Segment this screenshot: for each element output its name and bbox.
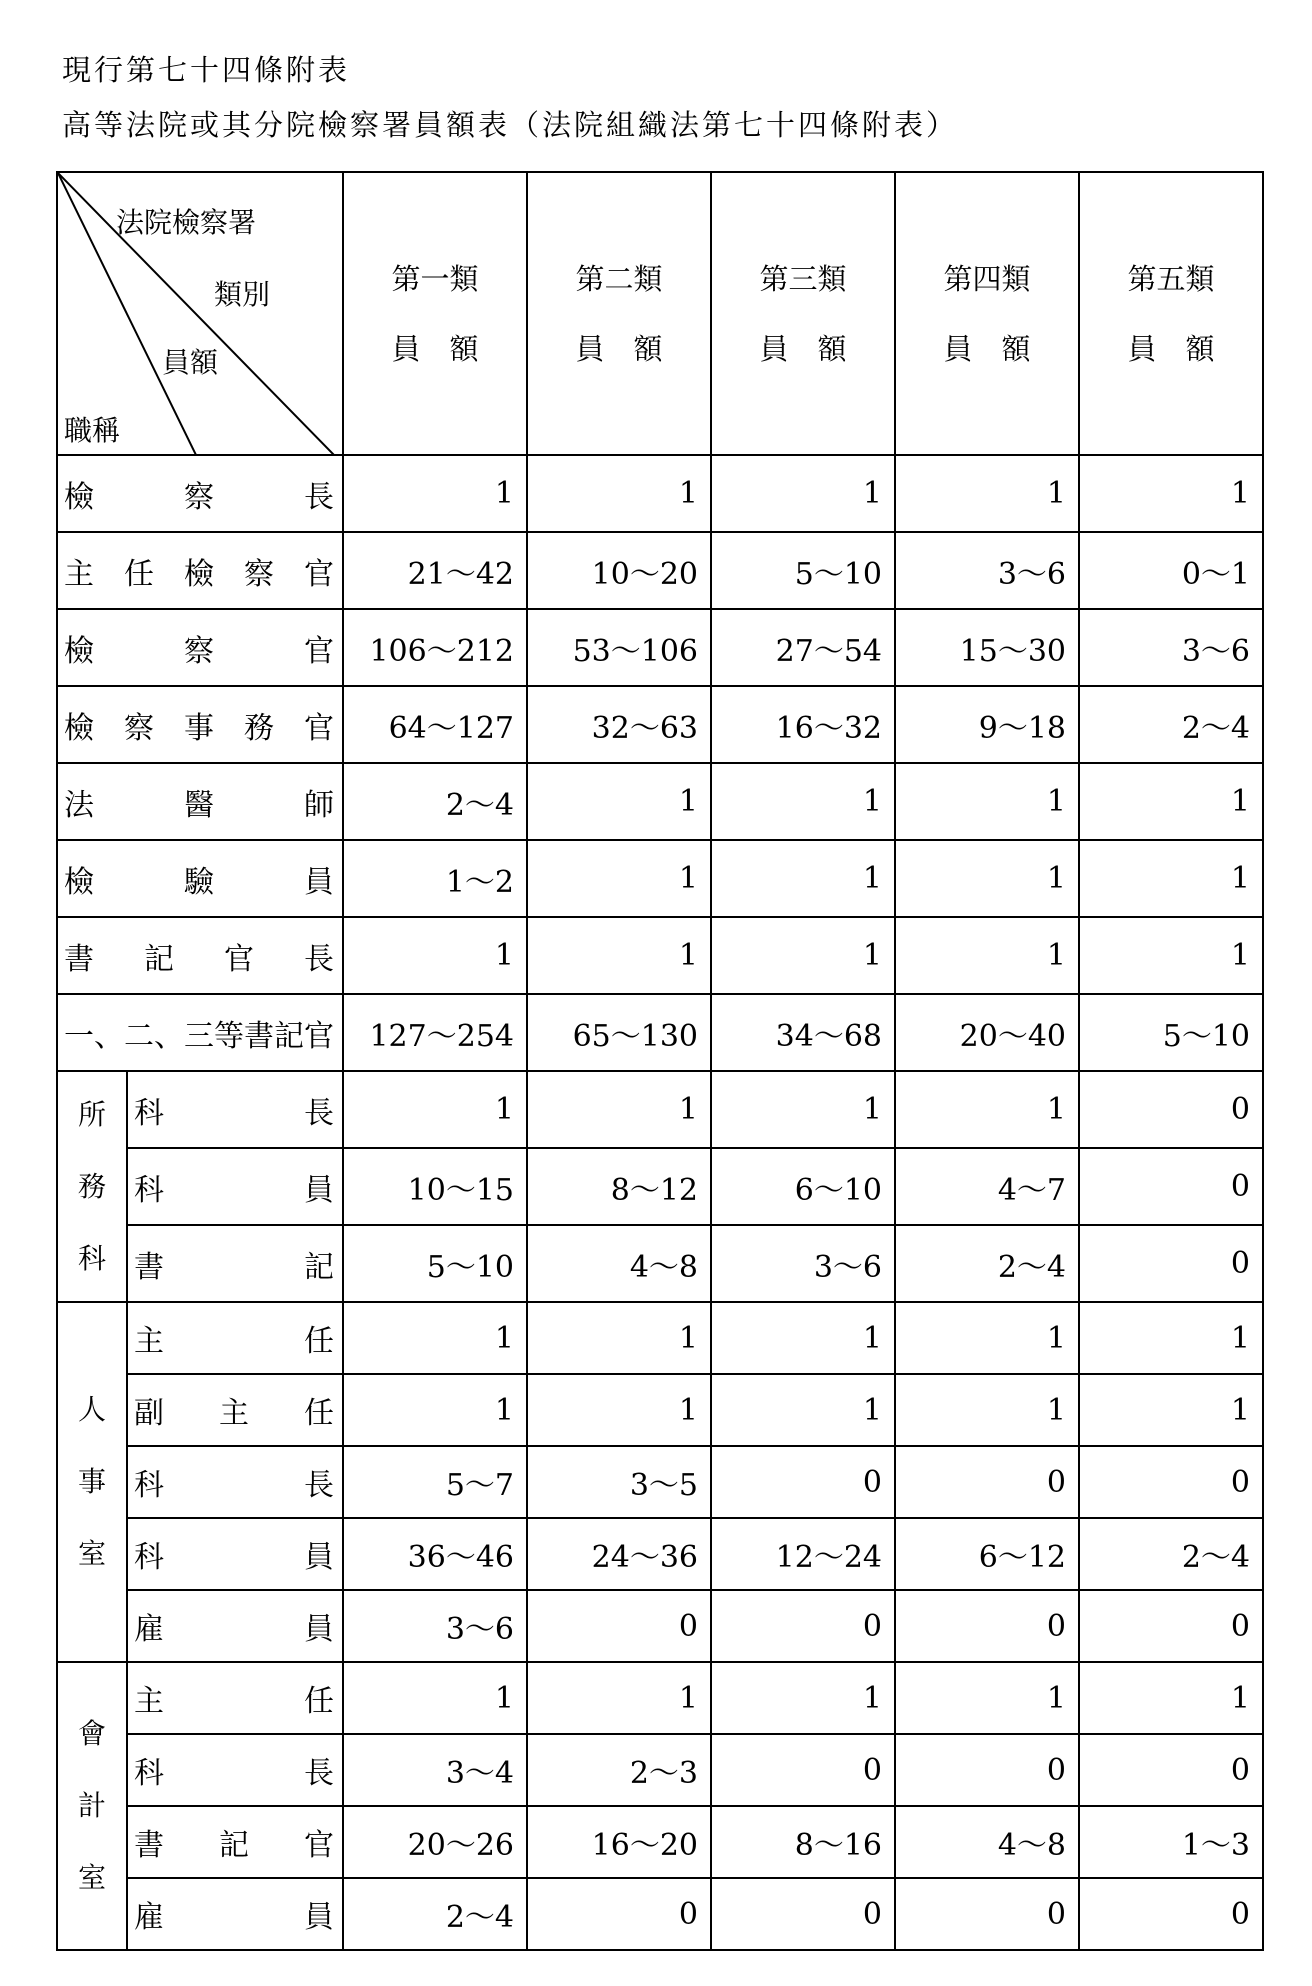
- group-label: 人 事 室: [77, 1393, 106, 1570]
- quota-value-cell: 5～10: [1079, 994, 1263, 1071]
- quota-value-cell: 1: [527, 1662, 711, 1734]
- quota-value-cell: 2～4: [895, 1225, 1079, 1302]
- row-label-text: 科 長: [133, 1756, 334, 1791]
- quota-value-cell: 127～254: [343, 994, 527, 1071]
- quota-value-cell: 1: [895, 763, 1079, 840]
- quota-value-cell: 0: [1079, 1878, 1263, 1950]
- row-label-text: 檢 察 長: [64, 479, 334, 515]
- row-label: [57, 455, 343, 532]
- quota-value-cell: 5～10: [343, 1225, 527, 1302]
- quota-value-cell: 0: [895, 1590, 1079, 1662]
- column-header-1: 第一類 員 額: [343, 172, 527, 455]
- quota-value-cell: 0: [1079, 1225, 1263, 1302]
- quota-value-cell: 1: [343, 1302, 527, 1374]
- row-label: [127, 1518, 343, 1590]
- row-label: [57, 840, 343, 917]
- quota-value-cell: 65～130: [527, 994, 711, 1071]
- quota-value-cell: 1: [895, 1374, 1079, 1446]
- document-heading: 現行第七十四條附表: [62, 53, 351, 87]
- quota-value-cell: 24～36: [527, 1518, 711, 1590]
- quota-value-cell: 0: [895, 1734, 1079, 1806]
- table-row: [57, 1878, 1263, 1950]
- corner-label-quota: 員額: [162, 346, 219, 379]
- quota-value-cell: 0: [1079, 1590, 1263, 1662]
- quota-value-cell: 4～8: [527, 1225, 711, 1302]
- row-label-text: 科 長: [133, 1095, 334, 1131]
- table-row: [57, 609, 1263, 686]
- quota-value-cell: 1: [1079, 840, 1263, 917]
- quota-value-cell: 3～5: [527, 1446, 711, 1518]
- staff-quota-table: [56, 171, 1264, 1951]
- table-row: [57, 1302, 1263, 1374]
- table-row: [57, 917, 1263, 994]
- quota-value-cell: 0: [527, 1878, 711, 1950]
- row-label-text: 副 主 任: [133, 1396, 334, 1431]
- quota-value-cell: 1: [711, 1302, 895, 1374]
- quota-value-cell: 1～3: [1079, 1806, 1263, 1878]
- quota-value-cell: 1: [895, 917, 1079, 994]
- quota-value-cell: 0～1: [1079, 532, 1263, 609]
- quota-value-cell: 1: [1079, 455, 1263, 532]
- quota-value-cell: 0: [1079, 1148, 1263, 1225]
- quota-value-cell: 53～106: [527, 609, 711, 686]
- quota-value-cell: 0: [711, 1590, 895, 1662]
- quota-value-cell: 1: [343, 1071, 527, 1148]
- quota-value-cell: 1: [711, 1374, 895, 1446]
- table-row: [57, 455, 1263, 532]
- quota-value-cell: 3～6: [895, 532, 1079, 609]
- group-label-cell: [57, 1662, 127, 1950]
- quota-value-cell: 20～40: [895, 994, 1079, 1071]
- quota-value-cell: 36～46: [343, 1518, 527, 1590]
- quota-value-cell: 8～16: [711, 1806, 895, 1878]
- quota-value-cell: 1: [711, 763, 895, 840]
- quota-value-cell: 1: [1079, 1374, 1263, 1446]
- table-row: [57, 994, 1263, 1071]
- quota-value-cell: 2～3: [527, 1734, 711, 1806]
- quota-value-cell: 1: [527, 1302, 711, 1374]
- quota-value-cell: 8～12: [527, 1148, 711, 1225]
- corner-label-court: 法院檢察署: [116, 206, 257, 239]
- row-label: [127, 1225, 343, 1302]
- row-label-text: 科 員: [133, 1540, 334, 1575]
- quota-value-cell: 15～30: [895, 609, 1079, 686]
- quota-value-cell: 3～4: [343, 1734, 527, 1806]
- column-header-3: 第三類 員 額: [711, 172, 895, 455]
- column-header-2: 第二類 員 額: [527, 172, 711, 455]
- corner-label-position: 職稱: [64, 414, 121, 447]
- quota-value-cell: 1: [343, 1374, 527, 1446]
- quota-value-cell: 6～12: [895, 1518, 1079, 1590]
- group-label-cell: [57, 1071, 127, 1302]
- quota-value-cell: 10～15: [343, 1148, 527, 1225]
- row-label-text: 書 記 官: [133, 1828, 334, 1863]
- row-label-text: 書 記: [133, 1249, 334, 1285]
- quota-value-cell: 1: [711, 1071, 895, 1148]
- corner-label-category: 類別: [214, 278, 271, 311]
- table-row: [57, 840, 1263, 917]
- column-header-5: 第五類 員 額: [1079, 172, 1263, 455]
- quota-value-cell: 5～10: [711, 532, 895, 609]
- quota-value-cell: 0: [895, 1878, 1079, 1950]
- table-row: [57, 1374, 1263, 1446]
- quota-value-cell: 1: [1079, 917, 1263, 994]
- quota-value-cell: 3～6: [1079, 609, 1263, 686]
- table-row: [57, 1148, 1263, 1225]
- row-label: [127, 1734, 343, 1806]
- quota-value-cell: 0: [895, 1446, 1079, 1518]
- row-label: [57, 917, 343, 994]
- quota-value-cell: 16～20: [527, 1806, 711, 1878]
- table-row: [57, 1590, 1263, 1662]
- row-label-text: 科 員: [133, 1172, 334, 1208]
- quota-value-cell: 0: [711, 1446, 895, 1518]
- quota-value-cell: 106～212: [343, 609, 527, 686]
- table-row: [57, 1446, 1263, 1518]
- row-label-text: 科 長: [133, 1468, 334, 1503]
- quota-value-cell: 3～6: [343, 1590, 527, 1662]
- quota-value-cell: 1: [343, 455, 527, 532]
- group-label-cell: [57, 1302, 127, 1662]
- row-label-text: 一、二、三等書記官: [64, 1018, 334, 1054]
- row-label: [127, 1446, 343, 1518]
- quota-value-cell: 64～127: [343, 686, 527, 763]
- row-label: [127, 1590, 343, 1662]
- row-label: [127, 1662, 343, 1734]
- quota-value-cell: 0: [1079, 1734, 1263, 1806]
- quota-value-cell: 6～10: [711, 1148, 895, 1225]
- quota-value-cell: 32～63: [527, 686, 711, 763]
- quota-value-cell: 27～54: [711, 609, 895, 686]
- quota-value-cell: 1: [527, 917, 711, 994]
- table-row: [57, 1518, 1263, 1590]
- quota-value-cell: 1: [1079, 763, 1263, 840]
- quota-value-cell: 12～24: [711, 1518, 895, 1590]
- corner-header-cell: [57, 172, 343, 455]
- quota-value-cell: 1: [527, 840, 711, 917]
- column-header-4: 第四類 員 額: [895, 172, 1079, 455]
- row-label: [57, 763, 343, 840]
- quota-value-cell: 9～18: [895, 686, 1079, 763]
- quota-value-cell: 2～4: [343, 763, 527, 840]
- quota-value-cell: 1: [895, 1662, 1079, 1734]
- group-label: 所 務 科: [77, 1097, 106, 1275]
- table-row: [57, 1071, 1263, 1148]
- quota-value-cell: 1: [895, 1302, 1079, 1374]
- quota-value-cell: 0: [711, 1878, 895, 1950]
- group-label: 會 計 室: [77, 1717, 106, 1894]
- row-label: [57, 994, 343, 1071]
- quota-value-cell: 1: [527, 455, 711, 532]
- row-label: [127, 1148, 343, 1225]
- quota-value-cell: 1: [343, 1662, 527, 1734]
- quota-value-cell: 0: [711, 1734, 895, 1806]
- quota-value-cell: 1: [711, 1662, 895, 1734]
- quota-value-cell: 20～26: [343, 1806, 527, 1878]
- table-row: [57, 1806, 1263, 1878]
- row-label-text: 法 醫 師: [64, 787, 334, 823]
- row-label-text: 書 記 官 長: [64, 941, 334, 977]
- quota-value-cell: 2～4: [343, 1878, 527, 1950]
- quota-value-cell: 1: [527, 763, 711, 840]
- row-label: [127, 1302, 343, 1374]
- quota-value-cell: 21～42: [343, 532, 527, 609]
- quota-value-cell: 1: [527, 1071, 711, 1148]
- row-label-text: 檢 驗 員: [64, 864, 334, 900]
- row-label: [57, 532, 343, 609]
- quota-value-cell: 1: [1079, 1302, 1263, 1374]
- row-label-text: 檢 察 官: [64, 633, 334, 669]
- quota-value-cell: 1: [711, 917, 895, 994]
- table-row: [57, 532, 1263, 609]
- quota-value-cell: 3～6: [711, 1225, 895, 1302]
- row-label: [57, 609, 343, 686]
- quota-value-cell: 1: [711, 455, 895, 532]
- row-label-text: 主 任: [133, 1324, 334, 1359]
- row-label-text: 雇 員: [133, 1900, 334, 1935]
- quota-value-cell: 1: [895, 455, 1079, 532]
- quota-value-cell: 1: [527, 1374, 711, 1446]
- quota-value-cell: 5～7: [343, 1446, 527, 1518]
- table-row: [57, 1662, 1263, 1734]
- row-label-text: 主 任 檢 察 官: [64, 556, 334, 592]
- quota-value-cell: 1: [895, 840, 1079, 917]
- quota-value-cell: 0: [527, 1590, 711, 1662]
- quota-value-cell: 2～4: [1079, 1518, 1263, 1590]
- row-label: [127, 1878, 343, 1950]
- table-row: [57, 686, 1263, 763]
- header-row: [57, 172, 1263, 455]
- row-label-text: 主 任: [133, 1684, 334, 1719]
- quota-value-cell: 1～2: [343, 840, 527, 917]
- quota-value-cell: 16～32: [711, 686, 895, 763]
- quota-value-cell: 2～4: [1079, 686, 1263, 763]
- row-label: [57, 686, 343, 763]
- table-row: [57, 763, 1263, 840]
- row-label: [127, 1374, 343, 1446]
- quota-value-cell: 4～7: [895, 1148, 1079, 1225]
- quota-value-cell: 34～68: [711, 994, 895, 1071]
- row-label-text: 檢 察 事 務 官: [64, 710, 334, 746]
- table-title: 高等法院或其分院檢察署員額表（法院組織法第七十四條附表）: [62, 108, 959, 142]
- table-row: [57, 1225, 1263, 1302]
- quota-value-cell: 1: [711, 840, 895, 917]
- quota-value-cell: 1: [895, 1071, 1079, 1148]
- quota-value-cell: 1: [1079, 1662, 1263, 1734]
- quota-value-cell: 0: [1079, 1071, 1263, 1148]
- quota-value-cell: 0: [1079, 1446, 1263, 1518]
- row-label-text: 雇 員: [133, 1612, 334, 1647]
- quota-value-cell: 1: [343, 917, 527, 994]
- quota-value-cell: 10～20: [527, 532, 711, 609]
- row-label: [127, 1806, 343, 1878]
- row-label: [127, 1071, 343, 1148]
- quota-value-cell: 4～8: [895, 1806, 1079, 1878]
- table-row: [57, 1734, 1263, 1806]
